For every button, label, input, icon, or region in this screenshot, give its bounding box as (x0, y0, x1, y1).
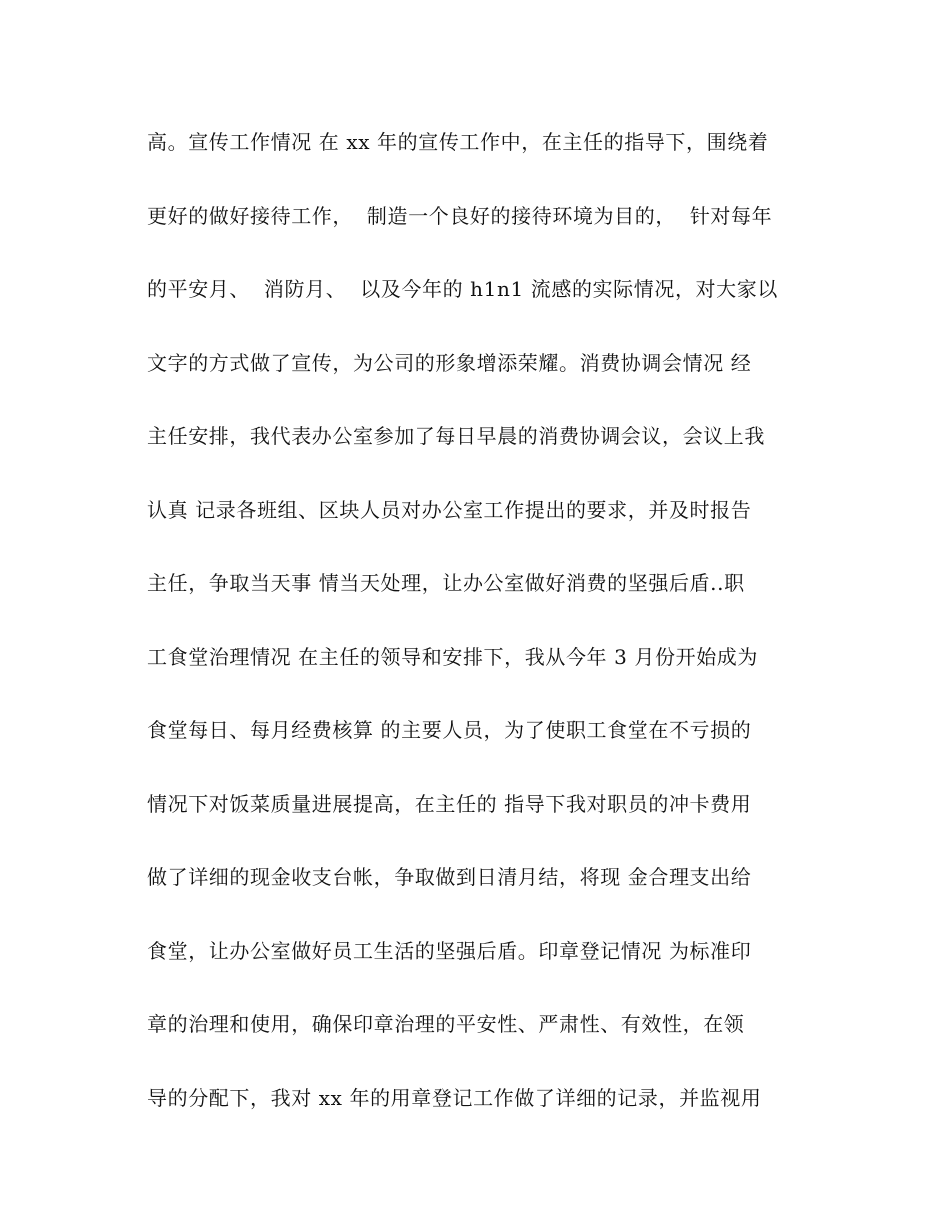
text-line-2: 更好的做好接待工作， 制造一个良好的接待环境为目的， 针对每年 (147, 203, 773, 228)
text-line-3: 的平安月、 消防月、 以及今年的 h1n1 流感的实际情况，对大家以 (147, 277, 778, 301)
text-line-11: 做了详细的现金收支台帐，争取做到日清月结，将现 金合理支出给 (147, 865, 752, 889)
text-line-12: 食堂，让办公室做好员工生活的坚强后盾。印章登记情况 为标准印 (147, 938, 752, 963)
text-line-1: 高。宣传工作情况 在 xx 年的宣传工作中，在主任的指导下，围绕着 (147, 130, 769, 154)
body-text (147, 124, 827, 1153)
text-line-5: 主任安排，我代表办公室参加了每日早晨的消费协调会议，会议上我 (147, 424, 765, 448)
text-line-13: 章的治理和使用，确保印章治理的平安性、严肃性、有效性，在领 (147, 1012, 745, 1036)
text-line-6: 认真 记录各班组、区块人员对办公室工作提出的要求，并及时报告 (147, 497, 752, 522)
text-line-7: 主任，争取当天事 情当天处理，让办公室做好消费的坚强后盾..职 (147, 571, 745, 595)
text-line-10: 情况下对饭菜质量进展提高，在主任的 指导下我对职员的冲卡费用 (147, 791, 752, 816)
text-line-8: 工食堂治理情况 在主任的领导和安排下，我从今年 3 月份开始成为 (147, 644, 758, 669)
text-line-14: 导的分配下，我对 xx 年的用章登记工作做了详细的记录，并监视用 (147, 1085, 762, 1110)
text-line-4: 文字的方式做了宣传，为公司的形象增添荣耀。消费协调会情况 经 (147, 350, 752, 375)
text-line-9: 食堂每日、每月经费核算 的主要人员，为了使职工食堂在不亏损的 (147, 718, 752, 742)
